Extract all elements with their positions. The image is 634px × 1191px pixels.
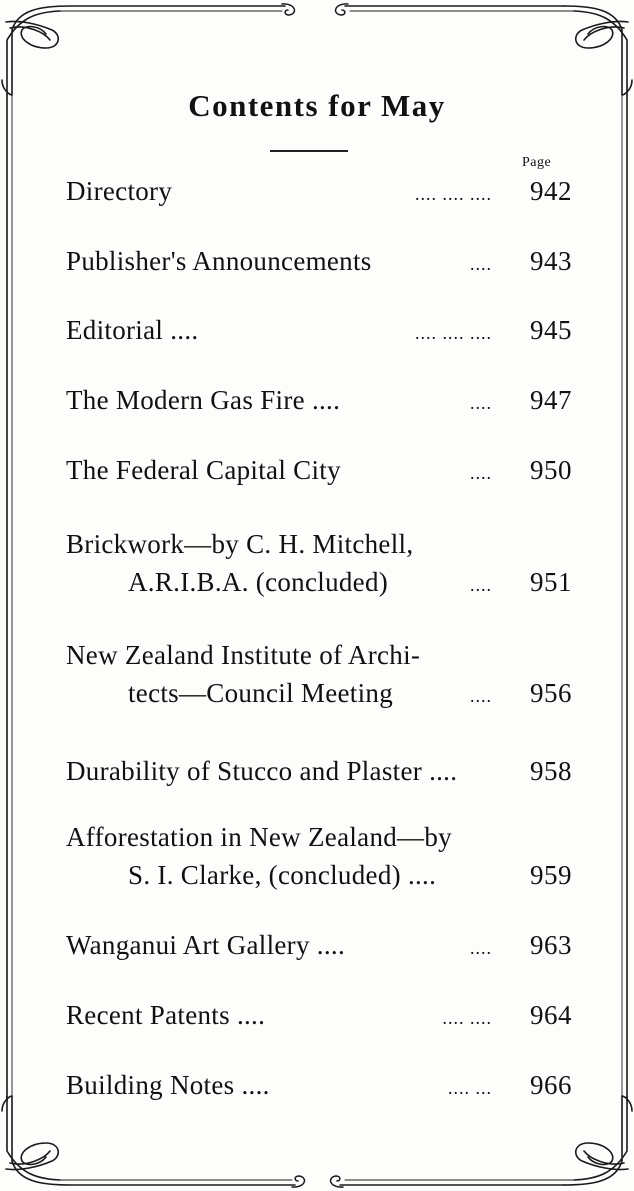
entry-page-number: 947 (530, 385, 572, 415)
entry-page-number: 942 (530, 176, 572, 206)
entry-title: Durability of Stucco and Plaster .... (66, 756, 458, 786)
dot-leader: .... (470, 254, 492, 274)
toc-entry-wanganui-art-gallery[interactable] (66, 926, 572, 967)
dot-leader: .... (470, 463, 492, 483)
entry-page-number: 951 (530, 567, 572, 597)
dot-leader: .... ... (448, 1078, 492, 1098)
entry-page-number: 958 (530, 756, 572, 786)
entry-page-number: 945 (530, 315, 572, 345)
entry-title: The Federal Capital City (66, 455, 341, 485)
entry-title-continued: A.R.I.B.A. (concluded) (128, 567, 389, 597)
entry-page-number: 950 (530, 455, 572, 485)
toc-entry-brickwork[interactable] (66, 525, 572, 604)
entry-page-number: 959 (530, 860, 572, 890)
entry-title: Directory (66, 176, 173, 206)
corner-ornament-top-right (564, 6, 632, 95)
toc-entry-nz-institute-architects[interactable] (66, 636, 572, 715)
entry-title: The Modern Gas Fire .... (66, 385, 341, 415)
dot-leader: .... .... .... (415, 323, 492, 343)
entry-title-continued: tects—Council Meeting (128, 678, 394, 708)
entry-page-number: 943 (530, 246, 572, 276)
toc-entry-afforestation[interactable] (66, 818, 572, 894)
title-divider (270, 150, 348, 152)
entry-title: Editorial .... (66, 315, 199, 345)
entry-title: Publisher's Announcements (66, 246, 372, 276)
toc-entry-editorial[interactable] (66, 311, 572, 352)
dot-leader: .... .... (442, 1008, 492, 1028)
dot-leader: .... (470, 393, 492, 413)
entry-page-number: 956 (530, 678, 572, 708)
dot-leader: .... (470, 575, 492, 595)
toc-entry-federal-capital-city[interactable] (66, 451, 572, 492)
entry-title: Recent Patents .... (66, 1000, 266, 1030)
entry-title: Building Notes .... (66, 1070, 270, 1100)
entry-title-continued: S. I. Clarke, (concluded) .... (128, 860, 437, 890)
toc-entry-publishers-announcements[interactable] (66, 242, 572, 283)
toc-entry-modern-gas-fire[interactable] (66, 381, 572, 422)
toc-entry-durability-stucco-plaster[interactable] (66, 752, 572, 790)
entry-page-number: 963 (530, 930, 572, 960)
corner-ornament-bottom-right (564, 1096, 632, 1185)
entry-title: New Zealand Institute of Archi- (66, 640, 421, 670)
dot-leader: .... (470, 686, 492, 706)
dot-leader: .... (470, 938, 492, 958)
toc-entry-building-notes[interactable] (66, 1066, 572, 1107)
dot-leader: .... .... .... (415, 184, 492, 204)
page-title: Contents for May (188, 88, 446, 123)
entry-title: Afforestation in New Zealand—by (66, 822, 452, 852)
corner-ornament-bottom-left (2, 1096, 70, 1185)
page-column-label: Page (522, 155, 552, 170)
toc-entry-recent-patents[interactable] (66, 996, 572, 1037)
entry-title: Wanganui Art Gallery .... (66, 930, 346, 960)
entry-title: Brickwork—by C. H. Mitchell, (66, 529, 414, 559)
entry-page-number: 966 (530, 1070, 572, 1100)
toc-entry-directory[interactable] (66, 172, 572, 213)
corner-ornament-top-left (2, 6, 70, 95)
entry-page-number: 964 (530, 1000, 572, 1030)
